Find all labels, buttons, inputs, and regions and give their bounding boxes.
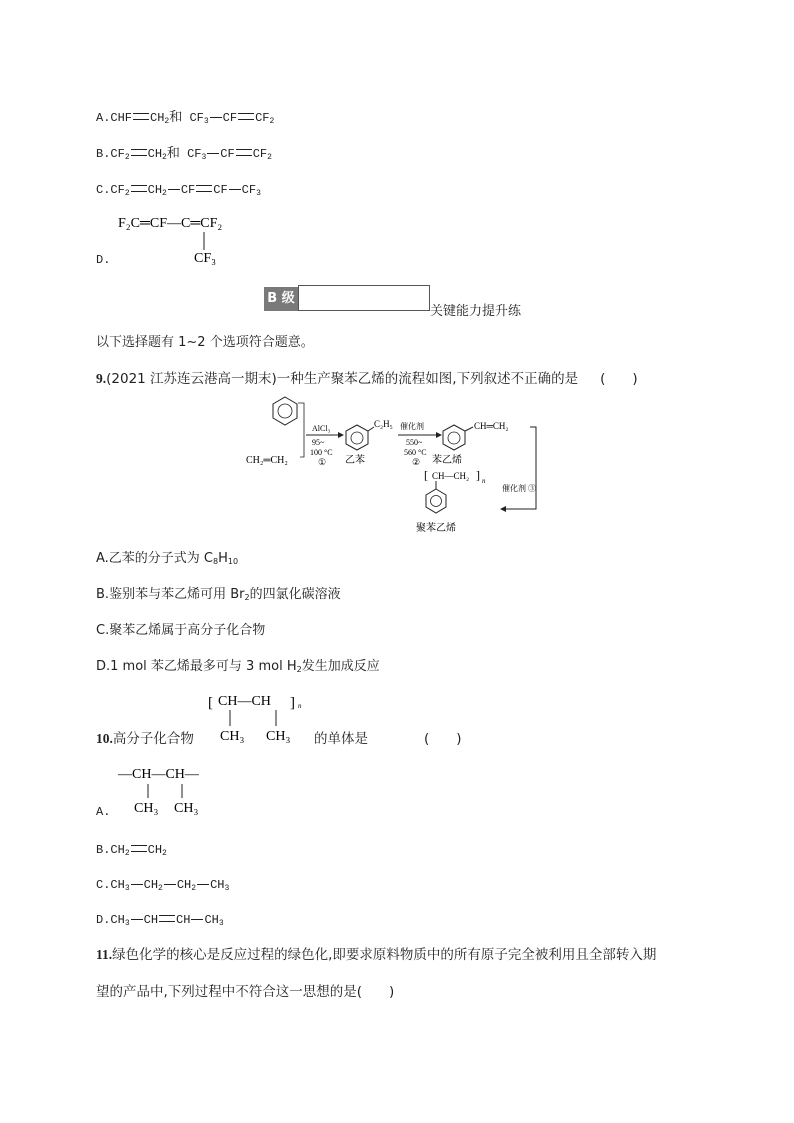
single-bond [191, 919, 203, 920]
q9-option-d[interactable]: D.1 mol 苯乙烯最多可与 3 mol $H_2$发生加成反应 [96, 659, 380, 674]
benzene-ring-icon [273, 397, 297, 425]
q10-option-a-structure [116, 762, 226, 818]
svg-text:[: [ [208, 695, 213, 711]
single-bond [168, 189, 180, 190]
svg-text:n: n [298, 702, 302, 710]
double-bond [238, 113, 254, 120]
svg-text:CH₃: CH₃ [134, 801, 159, 816]
single-bond [131, 919, 143, 920]
svg-text:560 °C: 560 °C [404, 448, 427, 457]
svg-text:]: ] [290, 695, 295, 711]
q8-option-d-structure [116, 210, 266, 266]
q9-option-a[interactable]: A.乙苯的分子式为 $C_8H_{10}$ [96, 551, 239, 566]
svg-text:—CH—CH—: —CH—CH— [118, 767, 199, 782]
svg-text:]: ] [476, 468, 480, 482]
q10-option-b[interactable]: $B.CH_2$ $CH_2$ [96, 843, 167, 858]
arrow-1-head [338, 432, 344, 438]
single-bond [229, 189, 241, 190]
section-badge: B 级 [264, 287, 298, 311]
svg-text:n: n [482, 477, 486, 485]
styrene-label: 苯乙烯 [432, 455, 462, 466]
svg-text:CH₃: CH₃ [174, 801, 199, 816]
structure-branch: CF₃ [194, 251, 217, 266]
q8-option-a[interactable]: A.CHF $CH_2$和 $CF_3$ CF $CF_2$ [96, 110, 275, 126]
benzene-ring-icon [346, 425, 374, 450]
bracket [298, 403, 304, 457]
svg-text:②: ② [412, 457, 421, 467]
svg-text:95~: 95~ [312, 438, 325, 447]
svg-text:催化剂 ③: 催化剂 ③ [502, 484, 536, 493]
double-bond [133, 113, 149, 120]
double-bond [131, 845, 147, 852]
single-bond [197, 884, 209, 885]
svg-text:[: [ [424, 468, 428, 482]
section-title: 关键能力提升练 [430, 304, 522, 319]
double-bond [159, 915, 175, 922]
q10-option-d[interactable]: $D.CH_3$ CH CH $CH_3$ [96, 913, 224, 928]
q9-stem: 9.(2021 江苏连云港高一期末)一种生产聚苯乙烯的流程如图,下列叙述不正确的是 ( ) [96, 371, 638, 387]
svg-text:CH—CH: CH—CH [218, 694, 271, 709]
svg-text:催化剂: 催化剂 [400, 422, 424, 431]
q8-option-c[interactable]: $C.CF_2$ $CH_2$ CF CF $CF_3$ [96, 183, 261, 198]
single-bond [164, 884, 176, 885]
arrow-3 [506, 427, 536, 509]
vinyl-group: CH═CH₂ [474, 421, 509, 431]
ethylbenzene-label: 乙苯 [345, 455, 365, 466]
structure-main-chain: F₂C═CF—C═CF₂ [118, 216, 223, 231]
svg-text:①: ① [318, 457, 327, 467]
q10-polymer-structure [208, 690, 308, 748]
svg-text:550~: 550~ [406, 438, 423, 447]
instruction: 以下选择题有 1~2 个选项符合题意。 [96, 335, 314, 350]
q9-option-b[interactable]: B.鉴别苯与苯乙烯可用 $Br_2$的四氯化碳溶液 [96, 587, 341, 602]
svg-text:AlCl₃: AlCl₃ [312, 424, 331, 433]
q9-flow-diagram [240, 393, 560, 543]
arrow-3-head [500, 506, 506, 512]
q9-option-c[interactable]: C.聚苯乙烯属于高分子化合物 [96, 623, 266, 638]
ethylene-label: CH₂═CH₂ [246, 455, 288, 466]
q10-stem-end: 的单体是 ( ) [314, 731, 462, 747]
double-bond [236, 149, 252, 156]
single-bond [210, 117, 222, 118]
q8-option-d-label[interactable]: D. [96, 253, 111, 267]
section-title-box [298, 285, 430, 311]
benzene-ring-icon [426, 489, 446, 513]
poly-unit: CH—CH₂ [432, 471, 470, 481]
svg-text:CH₃: CH₃ [266, 729, 291, 744]
svg-text:CH₃: CH₃ [220, 729, 245, 744]
benzene-ring-icon [443, 425, 473, 450]
q10-stem: 10.高分子化合物 [96, 731, 194, 747]
q8-option-b[interactable]: $B.CF_2$ $CH_2$和 $CF_3$ CF $CF_2$ [96, 146, 272, 162]
q11-stem-line1: 11.绿色化学的核心是反应过程的绿色化,即要求原料物质中的所有原子完全被利用且全部转入期 [96, 947, 657, 963]
q11-stem-line2: 望的产品中,下列过程中不符合这一思想的是( ) [96, 984, 395, 1000]
double-bond [131, 185, 147, 192]
double-bond [131, 149, 147, 156]
ethyl-group: C₂H₅ [374, 419, 393, 429]
single-bond [207, 153, 219, 154]
polystyrene-label: 聚苯乙烯 [416, 523, 456, 534]
single-bond [131, 884, 143, 885]
q10-option-c[interactable]: $C.CH_3$ $CH_2$ $CH_2$ $CH_3$ [96, 878, 230, 893]
q10-option-a-label[interactable]: A. [96, 805, 111, 819]
double-bond [196, 185, 212, 192]
svg-text:100 °C: 100 °C [310, 448, 333, 457]
arrow-2-head [436, 432, 442, 438]
